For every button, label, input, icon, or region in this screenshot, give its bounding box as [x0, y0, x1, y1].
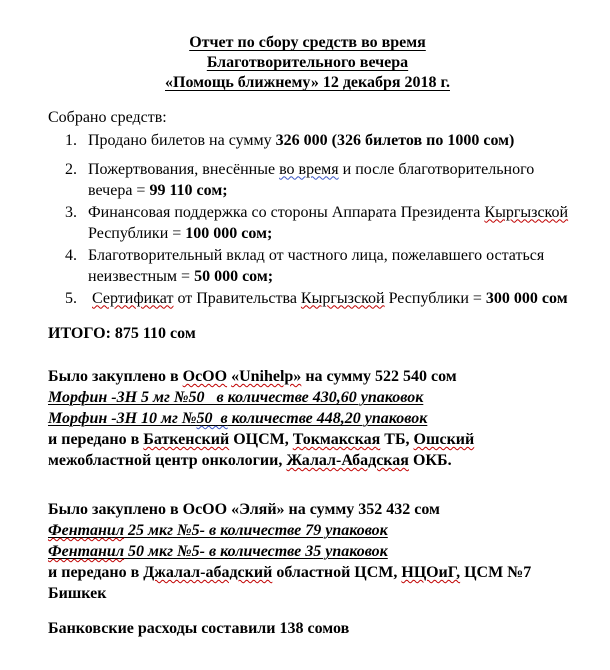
collected-funds-list [48, 130, 567, 309]
text-run: 300 000 сом [485, 289, 568, 307]
text-run: 326 000 (326 билетов по 1000 сом) [275, 132, 515, 149]
list-item-number: 3. [65, 203, 77, 221]
text-run: 100 000 сом; [185, 225, 273, 242]
text-run: «Unihelp» [231, 368, 302, 385]
text-run: и после благотворительного [338, 160, 535, 178]
total-line: ИТОГО: 875 110 сом [48, 325, 196, 342]
text-run: Фентанил [48, 543, 125, 560]
text-line [88, 245, 567, 267]
list-item-text [88, 130, 567, 152]
text-run: Кыргызской [484, 203, 569, 221]
list-item-president-support [48, 202, 567, 245]
list-item-number: 1. [65, 132, 77, 149]
list-item-tickets [48, 130, 567, 152]
list-item-donations [48, 159, 567, 202]
text-run: Бишкек [48, 585, 107, 602]
text-line [88, 180, 567, 202]
list-item-number: 2. [65, 160, 77, 178]
purchase-unihelp-section [48, 366, 567, 471]
title-line-2: Благотворительного вечера [206, 54, 409, 71]
text-run: Продано билетов на сумму [88, 132, 276, 149]
text-run: ОЦСМ, [229, 431, 293, 448]
list-item-text [88, 245, 567, 288]
text-run: Морфин -3Н 10 мг № [48, 410, 197, 427]
text-line [88, 130, 567, 152]
text-run: областной ЦСМ, [272, 564, 402, 581]
report-title [48, 33, 567, 93]
purchase2-distribution-line-2 [48, 583, 567, 604]
text-run: ОсОО [182, 368, 228, 385]
text-run: ТБ, [380, 431, 414, 448]
title-line-3: «Помощь ближнему» 12 декабря 2018 г. [165, 74, 450, 91]
text-run: 50 в [196, 410, 228, 427]
purchase1-header [48, 366, 567, 387]
text-run: Было закуплено в [48, 368, 183, 385]
text-run: Кыргызской [300, 289, 385, 307]
text-run: вечера = [88, 182, 150, 199]
text-run: 50 мкг №5- в количестве 35 упаковок [124, 543, 388, 560]
text-run: Токмакская [292, 431, 381, 448]
text-run: Сертификат [92, 289, 174, 307]
list-item-text [88, 159, 567, 202]
text-run: и передано в [48, 564, 144, 581]
text-run: 50 000 сом; [194, 268, 274, 285]
text-line [88, 202, 567, 224]
collected-funds-heading: Собрано средств: [48, 109, 167, 126]
text-run: Ошский [413, 431, 475, 448]
text-run: Пожертвования, внесённые [88, 160, 280, 178]
purchase-elyai-section [48, 499, 567, 604]
purchase1-drug-line-1 [48, 387, 567, 408]
text-run: ОКБ. [408, 452, 452, 469]
text-run: Благотворительный вклад от частного лица, пожелавшего остаться [88, 246, 545, 264]
text-line [88, 288, 567, 310]
list-item-text [88, 288, 567, 310]
text-run: количестве 448,20 упаковок [227, 410, 428, 427]
text-run: НЦОиГ, [401, 564, 461, 581]
purchase2-header [48, 499, 567, 520]
text-run: Республики = [384, 289, 486, 307]
purchase1-drug-line-2 [48, 408, 567, 429]
purchase2-drug-line-1 [48, 520, 567, 541]
text-run: от Правительства [173, 289, 301, 307]
title-line-1: Отчет по сбору средств во время [189, 34, 426, 51]
text-run: на сумму 522 540 сом [301, 368, 457, 385]
text-run: Фентанил [48, 522, 125, 539]
bank-expenses-line: Банковские расходы составили 138 сомов [48, 620, 350, 637]
text-run: Баткенский [143, 431, 230, 448]
text-run: Было закуплено в ОсОО «Эляй» на сумму 352 432 сом [48, 501, 440, 518]
text-line [88, 223, 567, 245]
text-run: Финансовая поддержка со стороны Аппарата Президента [88, 203, 485, 221]
text-line [88, 159, 567, 181]
text-run: Морфин -3Н 5 мг №50 в количестве 430,60 упаковок [48, 389, 424, 406]
text-run: во время [279, 160, 339, 178]
text-run: Республики = [88, 225, 186, 242]
purchase1-distribution-line-1 [48, 429, 567, 450]
text-run: Джалал-абадский [143, 564, 273, 581]
purchase2-drug-line-2 [48, 541, 567, 562]
purchase1-distribution-line-2 [48, 450, 567, 471]
purchase2-distribution-line-1 [48, 562, 567, 583]
text-run: Жалал-Абадская [286, 452, 409, 469]
text-run: и передано в [48, 431, 144, 448]
text-run: 99 110 сом; [149, 182, 228, 199]
list-item-number: 5. [65, 289, 77, 307]
list-item-text [88, 202, 567, 245]
text-line [88, 266, 567, 288]
text-run: межобластной центр онкологии, [48, 452, 287, 469]
list-item-certificate [48, 288, 567, 310]
text-run: ЦСМ №7 [460, 564, 532, 581]
list-item-number: 4. [65, 246, 77, 264]
list-item-private-donor [48, 245, 567, 288]
text-run: неизвестным = [88, 268, 195, 285]
text-run: 25 мкг №5- в количестве 79 упаковок [124, 522, 388, 539]
